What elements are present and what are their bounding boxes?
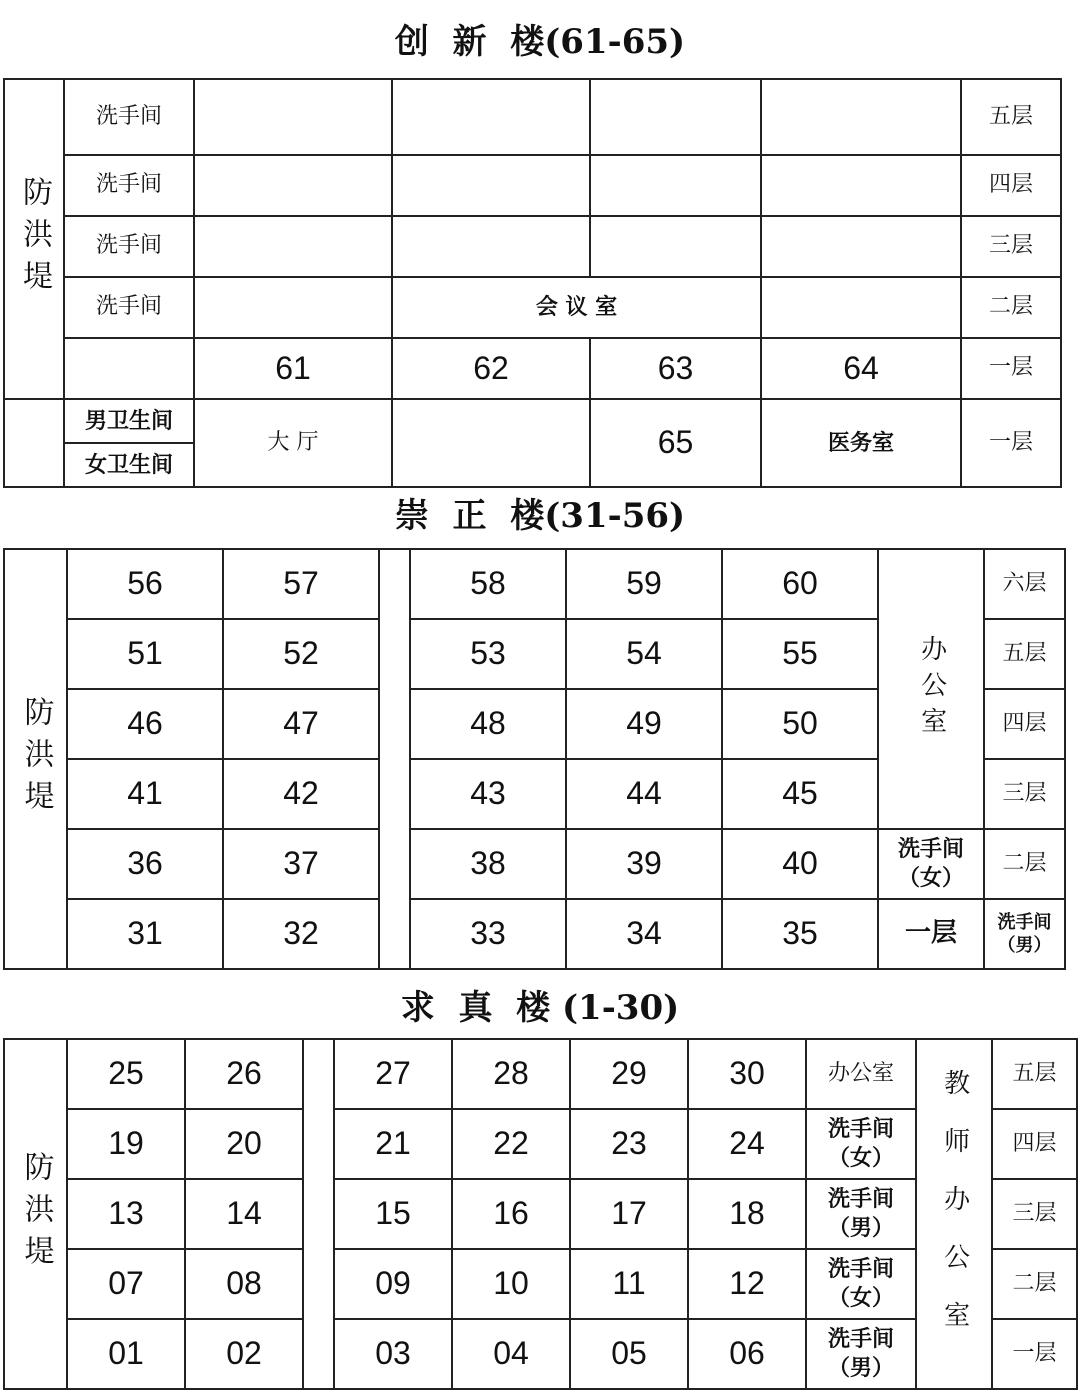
floor-label: 二层 <box>984 829 1065 899</box>
room: 34 <box>566 899 722 969</box>
room-62: 62 <box>392 338 590 399</box>
women-toilet: 女卫生间 <box>64 443 194 487</box>
room: 48 <box>410 689 566 759</box>
room-61: 61 <box>194 338 392 399</box>
room: 14 <box>185 1179 303 1249</box>
washroom-female <box>806 1249 916 1319</box>
room: 53 <box>410 619 566 689</box>
floor-label: 六层 <box>984 549 1065 619</box>
room-63: 63 <box>590 338 761 399</box>
room: 59 <box>566 549 722 619</box>
hall: 大 厅 <box>194 399 392 487</box>
meeting-room: 会 议 室 <box>392 277 761 338</box>
room: 39 <box>566 829 722 899</box>
floor-label: 四层 <box>992 1109 1077 1179</box>
floor-label: 三层 <box>961 216 1061 277</box>
room: 31 <box>67 899 223 969</box>
female-label: （女） <box>897 865 964 891</box>
room: 52 <box>223 619 379 689</box>
room: 54 <box>566 619 722 689</box>
room: 06 <box>688 1319 806 1389</box>
room-empty <box>392 216 590 277</box>
room: 11 <box>570 1249 688 1319</box>
room: 15 <box>334 1179 452 1249</box>
male-label: （男） <box>997 935 1052 956</box>
room: 37 <box>223 829 379 899</box>
room-empty <box>590 216 761 277</box>
washroom-female <box>878 829 984 899</box>
corridor <box>303 1039 334 1389</box>
room: 27 <box>334 1039 452 1109</box>
room: 55 <box>722 619 878 689</box>
room-empty <box>194 216 392 277</box>
washroom-male <box>984 899 1065 969</box>
room: 30 <box>688 1039 806 1109</box>
room: 16 <box>452 1179 570 1249</box>
floor-label: 二层 <box>992 1249 1077 1319</box>
washroom-label: 洗手间 <box>827 1326 894 1353</box>
floor-label: 一层 <box>961 399 1061 487</box>
floor-label: 一层 <box>992 1319 1077 1389</box>
room: 41 <box>67 759 223 829</box>
room: 12 <box>688 1249 806 1319</box>
washroom-female <box>806 1109 916 1179</box>
building-title-chongzheng: 崇 正 楼(31-56) <box>394 496 686 536</box>
flood-dike-label: 防洪堤 <box>4 79 64 399</box>
washroom-label: 洗手间 <box>827 1186 894 1213</box>
room: 24 <box>688 1109 806 1179</box>
room: 60 <box>722 549 878 619</box>
washroom-label: 洗手间 <box>827 1116 894 1143</box>
room-empty <box>194 79 392 155</box>
office: 办公室 <box>806 1039 916 1109</box>
washroom-f4: 洗手间 <box>64 155 194 216</box>
room: 02 <box>185 1319 303 1389</box>
first-floor-label: 一层 <box>878 899 984 969</box>
female-label: （女） <box>827 1285 894 1311</box>
room: 45 <box>722 759 878 829</box>
room: 32 <box>223 899 379 969</box>
room-empty <box>392 155 590 216</box>
room: 21 <box>334 1109 452 1179</box>
floor-label: 五层 <box>992 1039 1077 1109</box>
room: 33 <box>410 899 566 969</box>
female-label: （女） <box>827 1145 894 1171</box>
room: 20 <box>185 1109 303 1179</box>
room: 47 <box>223 689 379 759</box>
room-empty <box>194 155 392 216</box>
room: 04 <box>452 1319 570 1389</box>
room: 29 <box>570 1039 688 1109</box>
male-label: （男） <box>827 1355 894 1381</box>
room-empty <box>761 216 961 277</box>
room: 05 <box>570 1319 688 1389</box>
floor-label: 一层 <box>961 338 1061 399</box>
room: 35 <box>722 899 878 969</box>
room: 09 <box>334 1249 452 1319</box>
flood-dike-label: 防洪堤 <box>4 1039 67 1389</box>
room: 26 <box>185 1039 303 1109</box>
room-empty <box>64 338 194 399</box>
room: 23 <box>570 1109 688 1179</box>
floor-label: 二层 <box>961 277 1061 338</box>
floor-label: 五层 <box>961 79 1061 155</box>
room-empty <box>590 155 761 216</box>
room: 08 <box>185 1249 303 1319</box>
room: 44 <box>566 759 722 829</box>
floor-label: 三层 <box>984 759 1065 829</box>
floor-label: 四层 <box>961 155 1061 216</box>
room: 22 <box>452 1109 570 1179</box>
room: 57 <box>223 549 379 619</box>
floor-label: 四层 <box>984 689 1065 759</box>
washroom-f5: 洗手间 <box>64 79 194 155</box>
room: 50 <box>722 689 878 759</box>
room-65: 65 <box>590 399 761 487</box>
room: 58 <box>410 549 566 619</box>
room: 17 <box>570 1179 688 1249</box>
room-empty <box>761 277 961 338</box>
room: 42 <box>223 759 379 829</box>
men-toilet: 男卫生间 <box>64 399 194 443</box>
office: 办公室 <box>878 549 984 829</box>
room: 38 <box>410 829 566 899</box>
male-label: （男） <box>827 1215 894 1241</box>
room: 49 <box>566 689 722 759</box>
room-empty <box>392 399 590 487</box>
flood-dike-label: 防洪堤 <box>4 549 67 969</box>
room: 10 <box>452 1249 570 1319</box>
room: 40 <box>722 829 878 899</box>
room: 18 <box>688 1179 806 1249</box>
side-empty <box>4 399 64 487</box>
washroom-male <box>806 1179 916 1249</box>
washroom-f2: 洗手间 <box>64 277 194 338</box>
building-qiuzhen-table <box>3 1038 1078 1390</box>
room: 28 <box>452 1039 570 1109</box>
corridor <box>379 549 410 969</box>
room-empty <box>590 79 761 155</box>
room: 46 <box>67 689 223 759</box>
room: 36 <box>67 829 223 899</box>
building-title-chuangxin: 创 新 楼(61-65) <box>394 22 686 62</box>
medical-room: 医务室 <box>761 399 961 487</box>
washroom-label: 洗手间 <box>997 911 1052 933</box>
washroom-male <box>806 1319 916 1389</box>
room: 01 <box>67 1319 185 1389</box>
room-empty <box>194 277 392 338</box>
room-empty <box>761 155 961 216</box>
room: 51 <box>67 619 223 689</box>
building-title-qiuzhen: 求 真 楼 (1-30) <box>400 988 680 1028</box>
washroom-label: 洗手间 <box>827 1256 894 1283</box>
room: 56 <box>67 549 223 619</box>
room: 07 <box>67 1249 185 1319</box>
washroom-label: 洗手间 <box>897 836 964 863</box>
washroom-f3: 洗手间 <box>64 216 194 277</box>
room-empty <box>761 79 961 155</box>
building-chuangxin-table <box>3 78 1062 488</box>
floor-label: 五层 <box>984 619 1065 689</box>
room-empty <box>392 79 590 155</box>
room: 03 <box>334 1319 452 1389</box>
room: 19 <box>67 1109 185 1179</box>
room: 25 <box>67 1039 185 1109</box>
floor-label: 三层 <box>992 1179 1077 1249</box>
room-64: 64 <box>761 338 961 399</box>
building-chongzheng-table <box>3 548 1066 970</box>
room: 43 <box>410 759 566 829</box>
room: 13 <box>67 1179 185 1249</box>
teacher-office: 教师办公室 <box>916 1039 992 1389</box>
